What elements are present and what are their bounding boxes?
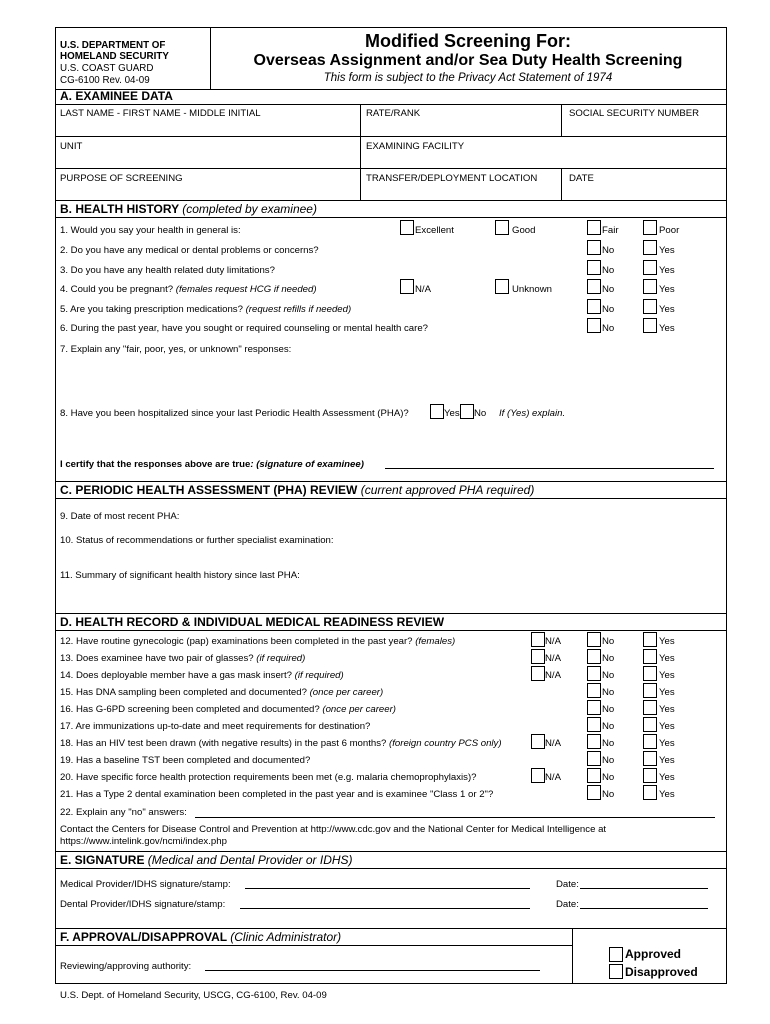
q13-no-label: No	[602, 653, 615, 664]
date-label: DATE	[569, 173, 594, 184]
q12-no-label: No	[602, 636, 615, 647]
good-label: Good	[512, 225, 536, 236]
contact-text-1: Contact the Centers for Disease Control and Prevention at http://www.cdc.gov and the National Center for Medical Intelligence at	[60, 824, 607, 835]
question-20: 20. Have specific force health protection requirements been met (e.g. malaria chemoprophylaxis)?	[60, 772, 477, 783]
purpose-label: PURPOSE OF SCREENING	[60, 173, 183, 184]
question-22: 22. Explain any "no" answers:	[60, 807, 187, 818]
q5-yes-checkbox[interactable]	[643, 299, 657, 314]
q19-yes-checkbox[interactable]	[643, 751, 657, 766]
q18-na-label: N/A	[545, 738, 561, 749]
q15-no-checkbox[interactable]	[587, 683, 601, 698]
q16-yes-label: Yes	[659, 704, 675, 715]
q14-no-checkbox[interactable]	[587, 666, 601, 681]
q3-yes-label: Yes	[659, 265, 675, 276]
q6-no-checkbox[interactable]	[587, 318, 601, 333]
form-footer: U.S. Dept. of Homeland Security, USCG, CG-6100, Rev. 04-09	[60, 990, 327, 1001]
transfer-label: TRANSFER/DEPLOYMENT LOCATION	[366, 173, 538, 184]
dental-signature-line[interactable]	[240, 908, 530, 909]
q18-yes-label: Yes	[659, 738, 675, 749]
section-c-title: C. PERIODIC HEALTH ASSESSMENT (PHA) REVIEW (current approved PHA required)	[60, 483, 535, 497]
privacy-statement: This form is subject to the Privacy Act Statement of 1974	[323, 72, 613, 84]
certify-statement: I certify that the responses above are true: (signature of examinee)	[60, 459, 364, 470]
dental-date-line[interactable]	[580, 908, 708, 909]
form-title-2: Overseas Assignment and/or Sea Duty Health Screening	[253, 52, 683, 69]
q6-no-label: No	[602, 323, 615, 334]
frame-bottom	[55, 983, 727, 984]
q3-no-label: No	[602, 265, 615, 276]
section-e-title: E. SIGNATURE (Medical and Dental Provider or IDHS)	[60, 853, 353, 867]
q21-no-checkbox[interactable]	[587, 785, 601, 800]
q13-na-label: N/A	[545, 653, 561, 664]
rate-label: RATE/RANK	[366, 108, 421, 119]
q20-yes-checkbox[interactable]	[643, 768, 657, 783]
section-d-title: D. HEALTH RECORD & INDIVIDUAL MEDICAL READINESS REVIEW	[60, 615, 445, 629]
question-6: 6. During the past year, have you sought or required counseling or mental health care?	[60, 323, 428, 334]
q8-note: If (Yes) explain.	[499, 408, 566, 419]
section-f-title: F. APPROVAL/DISAPPROVAL (Clinic Administrator)	[60, 930, 342, 944]
q20-na-checkbox[interactable]	[531, 768, 545, 783]
authority-label: Reviewing/approving authority:	[60, 961, 192, 972]
q13-no-checkbox[interactable]	[587, 649, 601, 664]
question-18: 18. Has an HIV test been drawn (with negative results) in the past 6 months? (foreign country PCS only)	[60, 738, 502, 749]
frame-left	[55, 27, 56, 984]
q12-na-label: N/A	[545, 636, 561, 647]
q18-na-checkbox[interactable]	[531, 734, 545, 749]
q4-unknown-checkbox[interactable]	[495, 279, 509, 294]
approved-label: Approved	[625, 947, 682, 961]
question-9: 9. Date of most recent PHA:	[60, 511, 180, 522]
frame-top	[55, 27, 727, 28]
approved-checkbox[interactable]	[609, 947, 623, 962]
q5-no-checkbox[interactable]	[587, 299, 601, 314]
q8-yes-label: Yes	[444, 408, 460, 419]
question-2: 2. Do you have any medical or dental problems or concerns?	[60, 245, 319, 256]
q21-yes-checkbox[interactable]	[643, 785, 657, 800]
q17-no-checkbox[interactable]	[587, 717, 601, 732]
medical-signature-line[interactable]	[245, 888, 530, 889]
excellent-checkbox[interactable]	[400, 220, 414, 235]
medical-date-line[interactable]	[580, 888, 708, 889]
question-15: 15. Has DNA sampling been completed and documented? (once per career)	[60, 687, 384, 698]
agency-line-2: HOMELAND SECURITY	[60, 51, 169, 62]
q21-no-label: No	[602, 789, 615, 800]
q8-no-label: No	[474, 408, 487, 419]
q4-na-checkbox[interactable]	[400, 279, 414, 294]
q14-yes-checkbox[interactable]	[643, 666, 657, 681]
form-title-1: Modified Screening For:	[364, 31, 571, 51]
question-12: 12. Have routine gynecologic (pap) examinations been completed in the past year? (females)	[60, 636, 456, 647]
poor-label: Poor	[659, 225, 680, 236]
q3-yes-checkbox[interactable]	[643, 260, 657, 275]
authority-signature-line[interactable]	[205, 970, 540, 971]
dental-signature-label: Dental Provider/IDHS signature/stamp:	[60, 899, 226, 910]
q3-no-checkbox[interactable]	[587, 260, 601, 275]
q14-no-label: No	[602, 670, 615, 681]
q6-yes-checkbox[interactable]	[643, 318, 657, 333]
q5-no-label: No	[602, 304, 615, 315]
q13-yes-label: Yes	[659, 653, 675, 664]
section-b-title: B. HEALTH HISTORY (completed by examinee)	[60, 202, 317, 216]
q13-na-checkbox[interactable]	[531, 649, 545, 664]
question-16: 16. Has G-6PD screening been completed and documented? (once per career)	[60, 704, 396, 715]
q17-yes-checkbox[interactable]	[643, 717, 657, 732]
q19-no-checkbox[interactable]	[587, 751, 601, 766]
q20-na-label: N/A	[545, 772, 561, 783]
q4-na-label: N/A	[415, 284, 431, 295]
q20-no-label: No	[602, 772, 615, 783]
q19-yes-label: Yes	[659, 755, 675, 766]
examinee-signature-line[interactable]	[385, 468, 714, 469]
q12-yes-label: Yes	[659, 636, 675, 647]
q14-yes-label: Yes	[659, 670, 675, 681]
question-19: 19. Has a baseline TST been completed and documented?	[60, 755, 311, 766]
q12-yes-checkbox[interactable]	[643, 632, 657, 647]
q6-yes-label: Yes	[659, 323, 675, 334]
q4-no-checkbox[interactable]	[587, 279, 601, 294]
q18-no-checkbox[interactable]	[587, 734, 601, 749]
q18-no-label: No	[602, 738, 615, 749]
q19-no-label: No	[602, 755, 615, 766]
q2-yes-label: Yes	[659, 245, 675, 256]
q2-no-checkbox[interactable]	[587, 240, 601, 255]
q4-yes-label: Yes	[659, 284, 675, 295]
q20-no-checkbox[interactable]	[587, 768, 601, 783]
question-1: 1. Would you say your health in general is:	[60, 225, 241, 236]
medical-signature-label: Medical Provider/IDHS signature/stamp:	[60, 879, 231, 890]
q16-yes-checkbox[interactable]	[643, 700, 657, 715]
question-3: 3. Do you have any health related duty limitations?	[60, 265, 275, 276]
q12-no-checkbox[interactable]	[587, 632, 601, 647]
question-10: 10. Status of recommendations or further specialist examination:	[60, 535, 334, 546]
q4-yes-checkbox[interactable]	[643, 279, 657, 294]
q16-no-label: No	[602, 704, 615, 715]
q8-yes-checkbox[interactable]	[430, 404, 444, 419]
q2-no-label: No	[602, 245, 615, 256]
question-8: 8. Have you been hospitalized since your last Periodic Health Assessment (PHA)?	[60, 408, 409, 419]
excellent-label: Excellent	[415, 225, 454, 236]
agency-line-1: U.S. DEPARTMENT OF	[60, 40, 166, 51]
q16-no-checkbox[interactable]	[587, 700, 601, 715]
q15-yes-label: Yes	[659, 687, 675, 698]
q13-yes-checkbox[interactable]	[643, 649, 657, 664]
contact-text-2: https://www.intelink.gov/ncmi/index.php	[60, 836, 227, 847]
question-4: 4. Could you be pregnant? (females request HCG if needed)	[60, 284, 317, 295]
disapproved-label: Disapproved	[625, 965, 698, 979]
dental-date-label: Date:	[556, 899, 579, 910]
q15-yes-checkbox[interactable]	[643, 683, 657, 698]
q8-no-checkbox[interactable]	[460, 404, 474, 419]
question-17: 17. Are immunizations up-to-date and meet requirements for destination?	[60, 721, 371, 732]
fair-label: Fair	[602, 225, 619, 236]
fair-checkbox[interactable]	[587, 220, 601, 235]
facility-label: EXAMINING FACILITY	[366, 141, 465, 152]
section-a-title: A. EXAMINEE DATA	[60, 89, 173, 103]
ssn-label: SOCIAL SECURITY NUMBER	[569, 108, 700, 119]
q5-yes-label: Yes	[659, 304, 675, 315]
unit-label: UNIT	[60, 141, 83, 152]
q14-na-checkbox[interactable]	[531, 666, 545, 681]
q4-no-label: No	[602, 284, 615, 295]
good-checkbox[interactable]	[495, 220, 509, 235]
medical-date-label: Date:	[556, 879, 579, 890]
q15-no-label: No	[602, 687, 615, 698]
question-21: 21. Has a Type 2 dental examination been completed in the past year and is examinee "Class 1 or 2"?	[60, 789, 494, 800]
poor-checkbox[interactable]	[643, 220, 657, 235]
question-13: 13. Does examinee have two pair of glasses? (if required)	[60, 653, 306, 664]
name-label: LAST NAME - FIRST NAME - MIDDLE INITIAL	[60, 108, 261, 119]
q17-no-label: No	[602, 721, 615, 732]
q17-yes-label: Yes	[659, 721, 675, 732]
disapproved-checkbox[interactable]	[609, 964, 623, 979]
question-7: 7. Explain any "fair, poor, yes, or unknown" responses:	[60, 344, 292, 355]
agency-line-3: U.S. COAST GUARD	[60, 63, 154, 74]
q2-yes-checkbox[interactable]	[643, 240, 657, 255]
q14-na-label: N/A	[545, 670, 561, 681]
q18-yes-checkbox[interactable]	[643, 734, 657, 749]
q12-na-checkbox[interactable]	[531, 632, 545, 647]
question-11: 11. Summary of significant health history since last PHA:	[60, 570, 300, 581]
form-number: CG-6100 Rev. 04-09	[60, 75, 150, 86]
q20-yes-label: Yes	[659, 772, 675, 783]
q4-unknown-label: Unknown	[512, 284, 552, 295]
q21-yes-label: Yes	[659, 789, 675, 800]
question-22-answer-line[interactable]	[195, 817, 715, 818]
question-5: 5. Are you taking prescription medications? (request refills if needed)	[60, 304, 352, 315]
question-14: 14. Does deployable member have a gas mask insert? (if required)	[60, 670, 344, 681]
frame-right	[726, 27, 727, 984]
